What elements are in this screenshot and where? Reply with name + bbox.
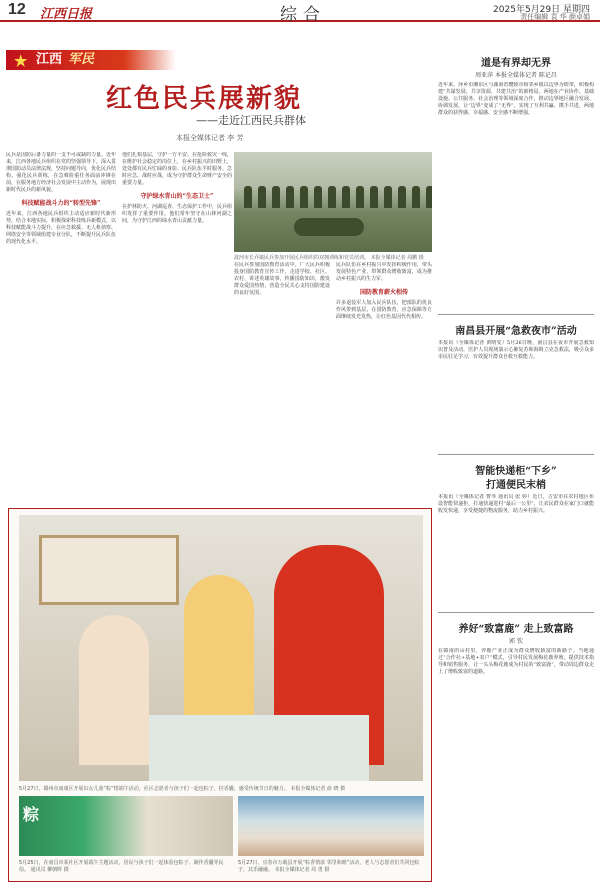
article-title: 养好“致富鹿” 走上致富路 — [458, 624, 574, 635]
column-label: 江西 — [36, 52, 63, 67]
paragraph: 许多退役军人加入民兵队伍，把部队的优良作风带到基层，在国防教育、应急保障等方面继续发光发热，让红色基因代代相传。 — [336, 300, 432, 320]
table — [149, 715, 369, 781]
article-body: 近年来，萍乡市湘东区与湖南省醴陵市相邻乡镇以边界为纽带，积极构建“共谋发展、共享资源、共建共治”的新格局。两地在产业协作、基础设施、公共服务、社会治理等领域深度合作，推动边界地区融合发展、协调发展，让“边界”变成了“无界”，实现了互利共赢、携手共进，两地群众的获得感、幸福感、安全感不断增强。 — [438, 82, 594, 116]
newspaper-logo: 江西日报 — [40, 7, 93, 22]
editors-line: 责任编辑 袁 华 颜卓娟 — [520, 13, 590, 21]
article-title-line2: 打通便民末梢 — [486, 480, 546, 491]
photo-caption: 波河市长乔镇民兵参加开展民兵组织的双拥训练和党员培训。 本报全媒体记者 周鹏 摄 — [234, 255, 424, 261]
paragraph: 民兵队伍在乡村振兴中发挥积极作用，带头发展特色产业，带领群众增收致富，成为推动乡村振兴的生力军。 — [336, 262, 432, 282]
page-number: 12 — [8, 1, 26, 18]
paragraph: 他们扎根基层，守护一方平安。在抢险救灾一线，在维护社会稳定的岗位上，在乡村振兴的田野上，处处都有民兵忙碌的身影。民兵队伍平时服务、急时应急、战时应战，成为守护群众生命财产安全的重要力量。 — [122, 152, 232, 186]
column-label-script: 军民 — [68, 52, 95, 67]
article-subtitle: ——走近江西民兵群体 — [196, 114, 306, 127]
text-column — [234, 262, 330, 507]
article-title: 南昌县开展“急救夜市”活动 — [455, 326, 577, 337]
masthead — [0, 0, 600, 25]
paragraph: 在民兵参加国防教育活动中，广大民兵积极投身国防教育宣传工作，走进学校、社区、农村，讲述英雄故事，传播国防知识，激发群众爱国热情，营造全民关心支持国防建设的良好氛围。 — [234, 262, 330, 296]
soldiers-row — [244, 186, 432, 208]
girl-figure — [79, 615, 149, 765]
photo-feature — [8, 508, 432, 882]
community-event-photo — [19, 796, 233, 856]
divider — [438, 612, 594, 613]
event-sign: 粽 — [23, 805, 40, 824]
section-heading: 守护绿水青山的“生态卫士” — [140, 193, 214, 200]
paragraph: 民兵是国防后备力量的一支不可或缺的力量。近年来，江西各地民兵组织在党的坚强领导下，深入贯彻国防动员法律法规，坚持问题导向，优化民兵结构，强化民兵训练，在急难险重任务面前冲锋在前，在服务地方经济社会发展中主动作为，展现出新时代民兵的新风貌。 — [6, 152, 116, 193]
article-byline: 本报全媒体记者 李 芳 — [176, 134, 244, 142]
divider — [438, 314, 594, 315]
article-byline: 郭 钦 — [509, 638, 523, 645]
section-title: 综合 — [280, 5, 326, 25]
column-banner — [6, 50, 176, 70]
section-heading: 国防教育薪火相传 — [359, 289, 408, 296]
main-photo-caption: 5月27日，赣州市南康区开展妇女儿童“粽”情端午活动，社区志愿者与孩子们一起包粽子、挂香囊，感受传统节日的魅力。 本报全媒体记者 俞 晓 摄 — [19, 786, 346, 792]
article-title: 红色民兵展新貌 — [106, 84, 303, 114]
right-photo-caption: 5月27日，宜春市万载县开展“粽香情浓 邻里和睦”活动，老人与志愿者们共同包粽子，其乐融融。 本报全媒体记者 周 勇 摄 — [238, 860, 420, 873]
article-title: 道是有界却无界 — [481, 58, 551, 69]
article-title: 智能快递柜“下乡” — [475, 466, 557, 477]
elderly-event-photo — [238, 796, 424, 856]
article-body: 本报讯（全媒体记者 黄晴雯）5月26日晚，南昌县在夜市开展急救知识普及活动，医护人员现场演示心肺复苏和海姆立克急救法，吸引众多市民驻足学习，有效提升群众自救互救能力。 — [438, 340, 594, 360]
bookshelf — [39, 535, 179, 605]
section-heading: 科技赋能战斗力的“转型先锋” — [21, 200, 101, 207]
militia-training-photo — [234, 152, 432, 252]
crawling-soldier — [294, 218, 364, 236]
star-icon: ★ — [14, 52, 28, 70]
zongzi-photo — [19, 515, 423, 781]
issue-date: 2025年5月29日 星期四 — [493, 5, 590, 15]
text-column — [336, 262, 432, 507]
article-body: 在赣南的山村里，养鹿产业正成为群众增收致富的新路子。当地通过“合作社+基地+农户”模式，引导村民发展梅花鹿养殖，提供技术指导和销售服务，让一头头梅花鹿成为村民的“致富鹿”，带动周边群众走上了增收致富的道路。 — [438, 648, 594, 675]
paragraph: 近年来，江西各地民兵组织主动适应新时代新形势，结合本地实际，积极探索科技练兵新模式，以科技赋能战斗力提升，在应急救援、无人机侦察、网络安全等领域组建专业分队，不断提升民兵队伍的现代化水平。 — [6, 211, 116, 245]
text-column — [122, 152, 232, 507]
article-body: 本报讯（全媒体记者 曹琴 通讯员 张 婷）近日，吉安市在农村地区布设智能快递柜，打通快递进村“最后一公里”，让农民群众在家门口就能收发快递，享受便捷的物流服务，助力乡村振兴。 — [438, 494, 594, 514]
article-byline: 周亚萍 本报全媒体记者 陈记昌 — [475, 72, 557, 79]
divider — [438, 454, 594, 455]
paragraph: 在护林防火、河湖巡查、生态保护工作中，民兵组织发挥了重要作用。他们常年坚守在山林河湖之间，为守护江西的绿水青山贡献力量。 — [122, 204, 232, 224]
text-column — [6, 152, 116, 507]
left-photo-caption: 5月25日，在南昌市某社区开展端午主题活动，居民与孩子们一起体验包粽子、制作香囊等民俗。 通讯员 柳朝晖 摄 — [19, 860, 224, 873]
